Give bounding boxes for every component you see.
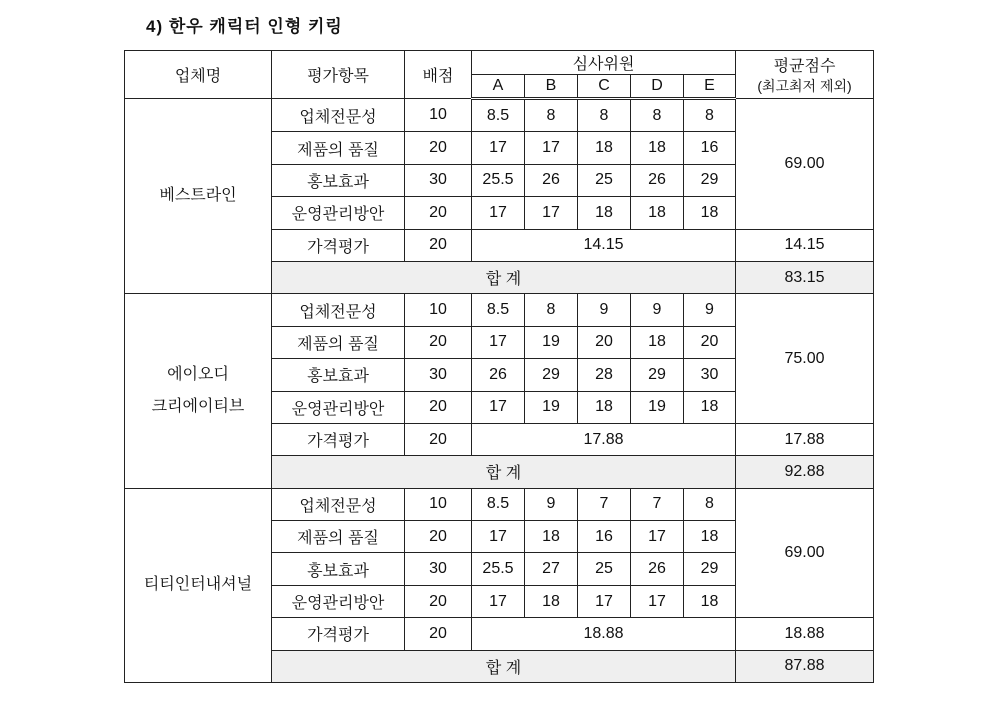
price-average: 17.88: [736, 423, 874, 455]
judge-score: 19: [631, 391, 684, 423]
total-score: 83.15: [736, 261, 874, 293]
judge-score: 17: [472, 585, 525, 617]
judge-score: 9: [631, 294, 684, 326]
judge-score: 29: [684, 164, 736, 196]
max-score: 10: [405, 99, 472, 132]
max-score: 10: [405, 488, 472, 520]
judge-score: 29: [525, 359, 578, 391]
judge-score: 29: [631, 359, 684, 391]
criterion-label: 제품의 품질: [272, 326, 405, 358]
header-max: 배점: [405, 51, 472, 99]
judge-score: 8: [525, 294, 578, 326]
judge-score: 17: [631, 521, 684, 553]
judge-score: 17: [631, 585, 684, 617]
judge-score: 16: [578, 521, 631, 553]
judge-score: 26: [631, 553, 684, 585]
judge-score: 7: [631, 488, 684, 520]
criterion-label: 홍보효과: [272, 553, 405, 585]
judge-score: 25.5: [472, 553, 525, 585]
judge-score: 8: [578, 99, 631, 132]
judge-score: 26: [631, 164, 684, 196]
judge-score: 19: [525, 391, 578, 423]
judge-score: 8: [631, 99, 684, 132]
average-score: 75.00: [736, 294, 874, 424]
price-max: 20: [405, 618, 472, 650]
judge-score: 8.5: [472, 294, 525, 326]
total-label: 합 계: [272, 456, 736, 488]
judge-score: 18: [578, 391, 631, 423]
judge-score: 18: [684, 197, 736, 229]
header-judges: 심사위원: [472, 51, 736, 75]
max-score: 20: [405, 521, 472, 553]
judge-score: 17: [472, 391, 525, 423]
judge-score: 25: [578, 553, 631, 585]
section-title: 4) 한우 캐릭터 인형 키링: [146, 17, 343, 36]
max-score: 30: [405, 553, 472, 585]
judge-score: 25.5: [472, 164, 525, 196]
max-score: 20: [405, 585, 472, 617]
header-company: 업체명: [125, 51, 272, 99]
price-label: 가격평가: [272, 618, 405, 650]
judge-score: 8: [525, 99, 578, 132]
header-judge-0: A: [472, 75, 525, 99]
header-average-line2: (최고최저 제외): [757, 78, 852, 94]
max-score: 30: [405, 164, 472, 196]
judge-score: 18: [684, 521, 736, 553]
judge-score: 8: [684, 99, 736, 132]
company-name: 베스트라인: [125, 99, 272, 294]
table-row: [125, 488, 874, 520]
criterion-label: 홍보효과: [272, 164, 405, 196]
header-judge-1: B: [525, 75, 578, 99]
criterion-label: 운영관리방안: [272, 197, 405, 229]
evaluation-table: [124, 50, 874, 683]
price-label: 가격평가: [272, 229, 405, 261]
max-score: 20: [405, 391, 472, 423]
price-score: 18.88: [472, 618, 736, 650]
judge-score: 8.5: [472, 488, 525, 520]
max-score: 20: [405, 326, 472, 358]
criterion-label: 운영관리방안: [272, 585, 405, 617]
judge-score: 18: [631, 326, 684, 358]
criterion-label: 업체전문성: [272, 294, 405, 326]
criterion-label: 제품의 품질: [272, 132, 405, 164]
judge-score: 8.5: [472, 99, 525, 132]
judge-score: 17: [472, 132, 525, 164]
criterion-label: 운영관리방안: [272, 391, 405, 423]
max-score: 10: [405, 294, 472, 326]
judge-score: 25: [578, 164, 631, 196]
judge-score: 9: [684, 294, 736, 326]
price-score: 17.88: [472, 423, 736, 455]
judge-score: 9: [578, 294, 631, 326]
judge-score: 19: [525, 326, 578, 358]
price-max: 20: [405, 229, 472, 261]
judge-score: 17: [578, 585, 631, 617]
judge-score: 18: [684, 585, 736, 617]
judge-score: 20: [684, 326, 736, 358]
judge-score: 8: [684, 488, 736, 520]
judge-score: 17: [525, 132, 578, 164]
header-average-line1: 평균점수: [773, 58, 836, 75]
criterion-label: 업체전문성: [272, 488, 405, 520]
judge-score: 17: [472, 197, 525, 229]
average-score: 69.00: [736, 99, 874, 230]
judge-score: 18: [525, 585, 578, 617]
header-item: 평가항목: [272, 51, 405, 99]
judge-score: 26: [472, 359, 525, 391]
price-average: 18.88: [736, 618, 874, 650]
criterion-label: 업체전문성: [272, 99, 405, 132]
total-label: 합 계: [272, 650, 736, 682]
criterion-label: 제품의 품질: [272, 521, 405, 553]
judge-score: 18: [631, 132, 684, 164]
judge-score: 17: [525, 197, 578, 229]
header-judge-4: E: [684, 75, 736, 99]
judge-score: 7: [578, 488, 631, 520]
judge-score: 30: [684, 359, 736, 391]
judge-score: 29: [684, 553, 736, 585]
table-row: [125, 294, 874, 326]
header-judge-3: D: [631, 75, 684, 99]
price-label: 가격평가: [272, 423, 405, 455]
header-judge-2: C: [578, 75, 631, 99]
table-row: [125, 99, 874, 132]
judge-score: 9: [525, 488, 578, 520]
total-score: 92.88: [736, 456, 874, 488]
judge-score: 18: [578, 197, 631, 229]
judge-score: 28: [578, 359, 631, 391]
header-average: [736, 51, 874, 99]
max-score: 20: [405, 132, 472, 164]
price-score: 14.15: [472, 229, 736, 261]
company-name: 티티인터내셔널: [125, 488, 272, 682]
judge-score: 16: [684, 132, 736, 164]
total-label: 합 계: [272, 261, 736, 293]
price-average: 14.15: [736, 229, 874, 261]
judge-score: 18: [525, 521, 578, 553]
judge-score: 17: [472, 326, 525, 358]
average-score: 69.00: [736, 488, 874, 618]
max-score: 30: [405, 359, 472, 391]
judge-score: 18: [631, 197, 684, 229]
judge-score: 17: [472, 521, 525, 553]
price-max: 20: [405, 423, 472, 455]
judge-score: 18: [578, 132, 631, 164]
company-name: 에이오디 크리에이티브: [125, 294, 272, 488]
judge-score: 27: [525, 553, 578, 585]
judge-score: 26: [525, 164, 578, 196]
judge-score: 20: [578, 326, 631, 358]
max-score: 20: [405, 197, 472, 229]
judge-score: 18: [684, 391, 736, 423]
total-score: 87.88: [736, 650, 874, 682]
criterion-label: 홍보효과: [272, 359, 405, 391]
